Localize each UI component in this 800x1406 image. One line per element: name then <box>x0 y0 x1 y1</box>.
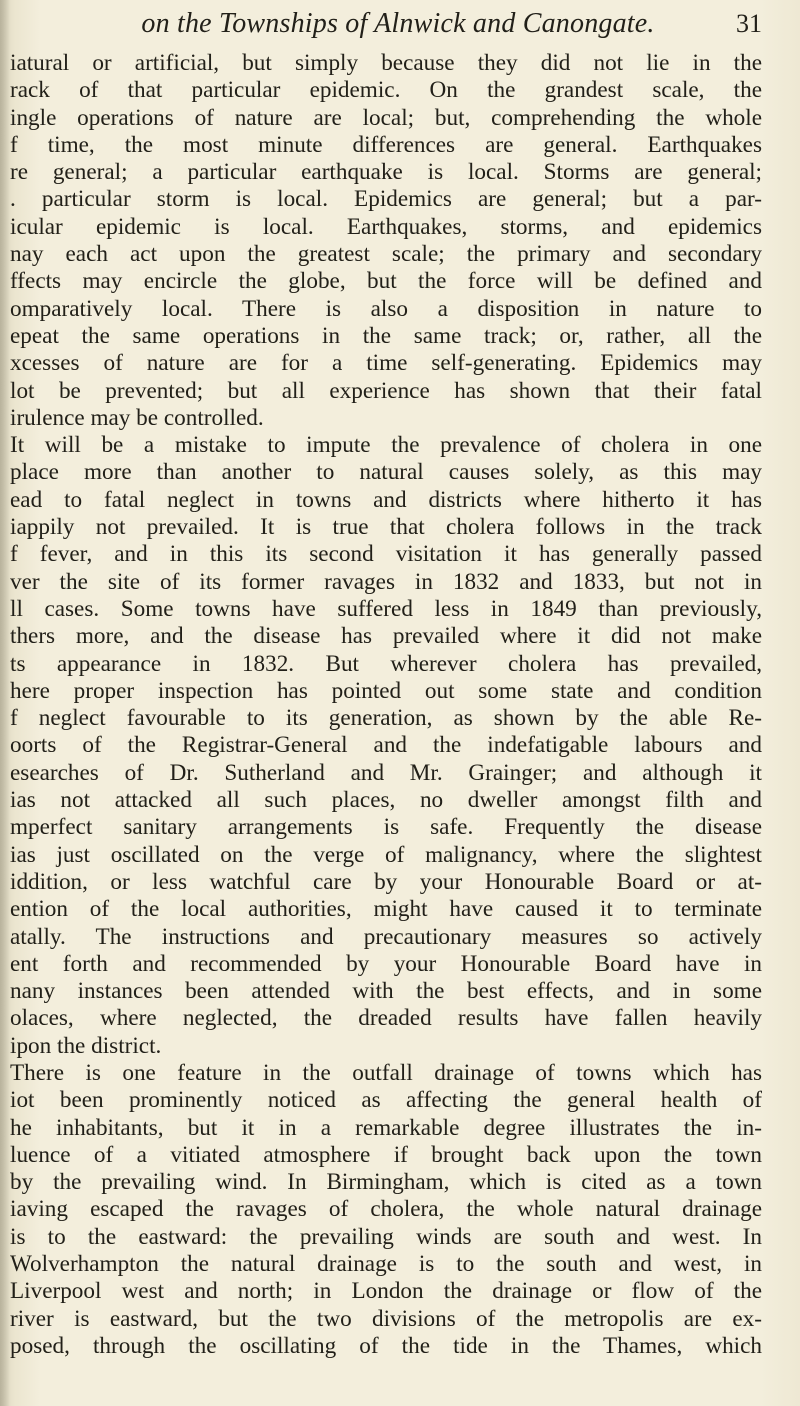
text-line: ts appearance in 1832. But wherever cholera has prevailed, <box>10 650 762 677</box>
text-line: iot been prominently noticed as affecting the general health of <box>10 1087 762 1114</box>
text-line: esearches of Dr. Sutherland and Mr. Grainger; and although it <box>10 759 762 786</box>
text-line: ll cases. Some towns have suffered less in 1849 than previously, <box>10 595 762 622</box>
running-title: on the Townships of Alnwick and Canongate. <box>141 8 655 39</box>
text-line: lot be prevented; but all experience has shown that their fatal <box>10 377 762 404</box>
text-line: irulence may be controlled. <box>10 404 264 431</box>
text-line: Liverpool west and north; in London the drainage or flow of the <box>10 1278 762 1305</box>
text-line: f time, the most minute differences are general. Earthquakes <box>10 131 762 158</box>
text-line: here proper inspection has pointed out some state and condition <box>10 677 762 704</box>
text-line: nany instances been attended with the best effects, and in some <box>10 978 762 1005</box>
text-line: iaving escaped the ravages of cholera, the whole natural drainage <box>10 1196 762 1223</box>
text-line: is to the eastward: the prevailing winds are south and west. In <box>10 1223 762 1250</box>
text-line: f neglect favourable to its generation, as shown by the able Re- <box>10 705 762 732</box>
text-line: mperfect sanitary arrangements is safe. Frequently the disease <box>10 814 762 841</box>
text-line: ffects may encircle the globe, but the force will be defined and <box>10 268 762 295</box>
text-line: There is one feature in the outfall drainage of towns which has <box>10 1059 762 1086</box>
text-line: olaces, where neglected, the dreaded results have fallen heavily <box>10 1005 762 1032</box>
text-line: iddition, or less watchful care by your Honourable Board or at- <box>10 868 762 895</box>
text-line: It will be a mistake to impute the prevalence of cholera in one <box>10 432 762 459</box>
text-line: icular epidemic is local. Earthquakes, storms, and epidemics <box>10 213 762 240</box>
text-line: ipon the district. <box>10 1032 162 1059</box>
text-line: place more than another to natural causes solely, as this may <box>10 459 762 486</box>
text-line: luence of a vitiated atmosphere if brought back upon the town <box>10 1141 762 1168</box>
text-line: Wolverhampton the natural drainage is to the south and west, in <box>10 1251 762 1278</box>
text-line: posed, through the oscillating of the tide in the Thames, which <box>10 1332 762 1359</box>
text-line: river is eastward, but the two divisions of the metropolis are ex- <box>10 1305 762 1332</box>
text-line: ead to fatal neglect in towns and districts where hitherto it has <box>10 486 762 513</box>
text-line: rack of that particular epidemic. On the grandest scale, the <box>10 77 762 104</box>
text-line: iappily not prevailed. It is true that cholera follows in the track <box>10 514 762 541</box>
text-line: epeat the same operations in the same track; or, rather, all the <box>10 322 762 349</box>
text-line: ingle operations of nature are local; but, comprehending the whole <box>10 104 762 131</box>
text-line: thers more, and the disease has prevailed where it did not make <box>10 623 762 650</box>
text-line: ias just oscillated on the verge of malignancy, where the slightest <box>10 841 762 868</box>
text-line: ias not attacked all such places, no dweller amongst filth and <box>10 787 762 814</box>
binding-gutter-shadow <box>0 0 10 1406</box>
text-line: ention of the local authorities, might have caused it to terminate <box>10 896 762 923</box>
text-line: atally. The instructions and precautionary measures so actively <box>10 923 762 950</box>
text-line: he inhabitants, but it in a remarkable degree illustrates the in- <box>10 1114 762 1141</box>
text-line: f fever, and in this its second visitation it has generally passed <box>10 541 762 568</box>
text-line: ent forth and recommended by your Honourable Board have in <box>10 950 762 977</box>
text-line: oorts of the Registrar-General and the indefatigable labours and <box>10 732 762 759</box>
page-number: 31 <box>736 9 762 38</box>
text-line: . particular storm is local. Epidemics are general; but a par- <box>10 186 762 213</box>
text-line: omparatively local. There is also a disposition in nature to <box>10 295 762 322</box>
text-line: iatural or artificial, but simply because they did not lie in the <box>10 50 762 76</box>
text-line: re general; a particular earthquake is local. Storms are general; <box>10 159 762 186</box>
text-line: nay each act upon the greatest scale; the primary and secondary <box>10 241 762 268</box>
text-line: by the prevailing wind. In Birmingham, which is cited as a town <box>10 1169 762 1196</box>
text-line: ver the site of its former ravages in 1832 and 1833, but not in <box>10 568 762 595</box>
running-head <box>0 4 800 44</box>
text-line: xcesses of nature are for a time self-generating. Epidemics may <box>10 350 762 377</box>
body-text <box>10 50 762 1360</box>
